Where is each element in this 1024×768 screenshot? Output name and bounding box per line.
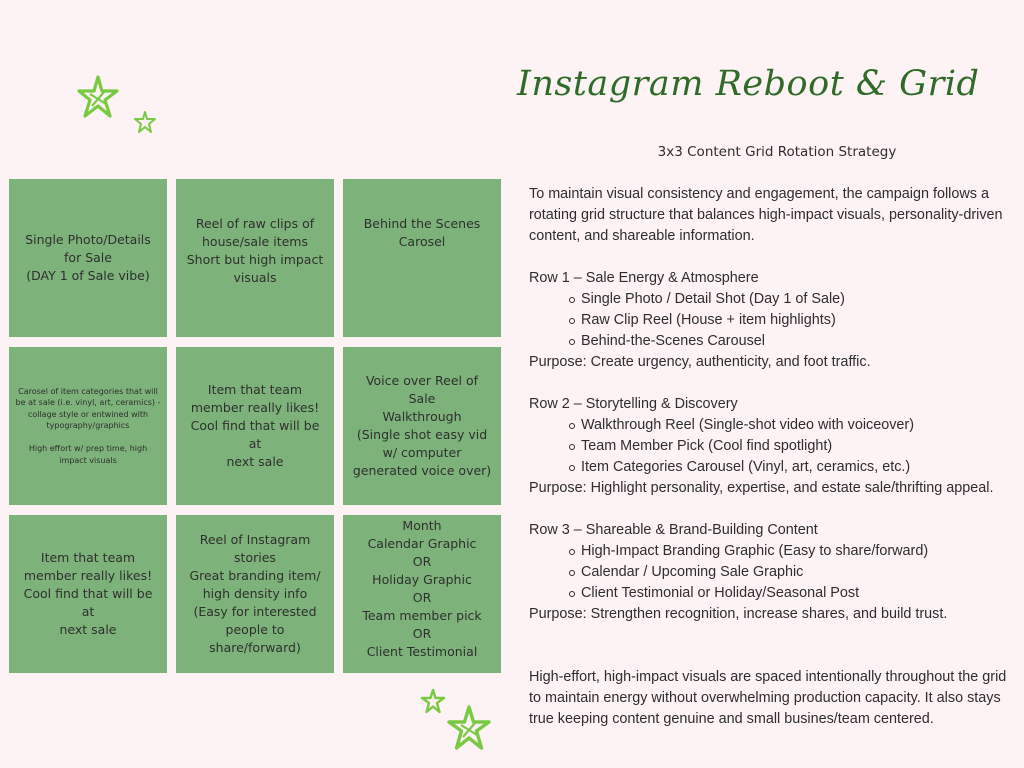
list-item: Team Member Pick (Cool find spotlight) <box>581 436 1019 457</box>
list-item: Single Photo / Detail Shot (Day 1 of Sale) <box>581 289 1019 310</box>
row-items <box>529 289 1019 352</box>
star-doodle-icon <box>420 688 446 714</box>
intro-paragraph: To maintain visual consistency and engagement, the campaign follows a rotating grid structure that balances high-impact visuals, personality-driven content, and shareable information. <box>529 186 1003 244</box>
grid-tile: Reel of raw clips of house/sale items Short but high impact visuals <box>176 179 334 337</box>
row-purpose: Purpose: Create urgency, authenticity, and foot traffic. <box>529 354 871 370</box>
closing-paragraph: High-effort, high-impact visuals are spaced intentionally throughout the grid to maintain energy without overwhelming production capacity. It also stays true keeping content genuine and small busines/team centered. <box>529 669 1007 727</box>
grid-tile: Voice over Reel of Sale Walkthrough (Single shot easy vid w/ computer generated voice over) <box>343 347 501 505</box>
star-doodle-icon <box>446 704 492 752</box>
row-heading: Row 1 – Sale Energy & Atmosphere <box>529 270 759 286</box>
list-item: Item Categories Carousel (Vinyl, art, ceramics, etc.) <box>581 457 1019 478</box>
row-items <box>529 541 1019 604</box>
list-item: Calendar / Upcoming Sale Graphic <box>581 562 1019 583</box>
star-doodle-icon <box>134 111 156 133</box>
grid-tile: Month Calendar Graphic OR Holiday Graphic OR Team member pick OR Client Testimonial <box>343 515 501 673</box>
strategy-text <box>529 184 1019 730</box>
list-item: Client Testimonial or Holiday/Seasonal Post <box>581 583 1019 604</box>
grid-tile: Behind the Scenes Carosel <box>343 179 501 337</box>
page-title: Instagram Reboot & Grid <box>517 64 980 104</box>
star-doodle-icon <box>76 74 120 120</box>
list-item: Raw Clip Reel (House + item highlights) <box>581 310 1019 331</box>
list-item: Behind-the-Scenes Carousel <box>581 331 1019 352</box>
row-heading: Row 3 – Shareable & Brand-Building Content <box>529 522 818 538</box>
row-items <box>529 415 1019 478</box>
row-purpose: Purpose: Strengthen recognition, increase shares, and build trust. <box>529 606 948 622</box>
grid-tile: Item that team member really likes! Cool find that will be at next sale <box>9 515 167 673</box>
grid-tile: Reel of Instagram stories Great branding item/ high density info (Easy for interested people to share/forward) <box>176 515 334 673</box>
row-heading: Row 2 – Storytelling & Discovery <box>529 396 738 412</box>
grid-tile: Single Photo/Details for Sale (DAY 1 of Sale vibe) <box>9 179 167 337</box>
row-purpose: Purpose: Highlight personality, expertise, and estate sale/thrifting appeal. <box>529 480 994 496</box>
grid-tile: Carosel of item categories that will be at sale (i.e. vinyl, art, ceramics) - collage style or entwined with typography/graphics High effort w/ prep time, high impact visuals <box>9 347 167 505</box>
page-subtitle: 3x3 Content Grid Rotation Strategy <box>657 144 897 160</box>
list-item: High-Impact Branding Graphic (Easy to share/forward) <box>581 541 1019 562</box>
list-item: Walkthrough Reel (Single-shot video with voiceover) <box>581 415 1019 436</box>
content-grid <box>9 179 501 673</box>
grid-tile: Item that team member really likes! Cool find that will be at next sale <box>176 347 334 505</box>
